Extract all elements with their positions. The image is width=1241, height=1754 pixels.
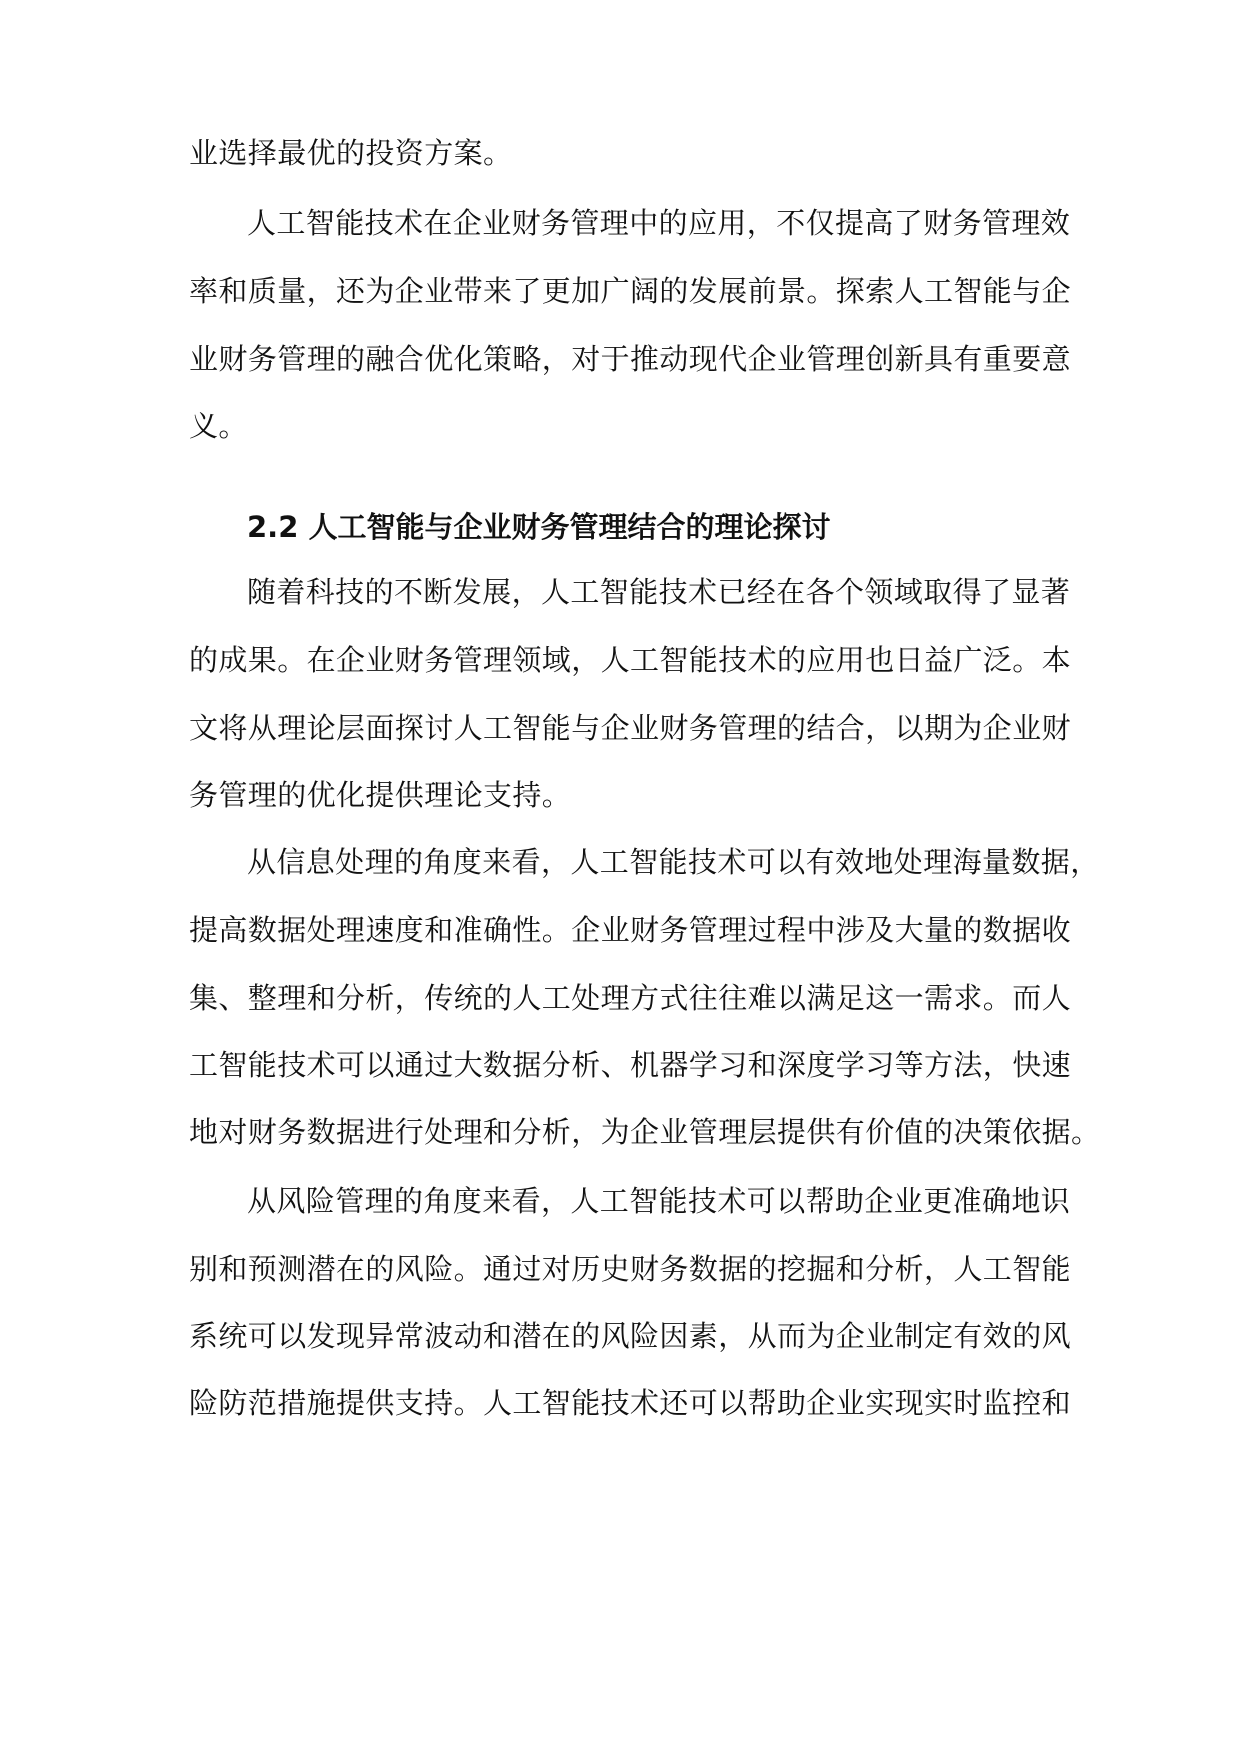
section-heading: 2.2 人工智能与企业财务管理结合的理论探讨 xyxy=(247,510,831,544)
paragraph-line: 系统可以发现异常波动和潜在的风险因素，从而为企业制定有效的风 xyxy=(189,1319,1072,1353)
paragraph-line: 业选择最优的投资方案。 xyxy=(189,136,513,170)
paragraph-line: 地对财务数据进行处理和分析，为企业管理层提供有价值的决策依据。 xyxy=(189,1115,1101,1149)
paragraph-line: 工智能技术可以通过大数据分析、机器学习和深度学习等方法，快速 xyxy=(189,1048,1072,1082)
paragraph-line: 务管理的优化提供理论支持。 xyxy=(189,778,572,812)
paragraph-line: 提高数据处理速度和准确性。企业财务管理过程中涉及大量的数据收 xyxy=(189,913,1072,947)
paragraph-line: 文将从理论层面探讨人工智能与企业财务管理的结合，以期为企业财 xyxy=(189,711,1072,745)
paragraph-line: 随着科技的不断发展，人工智能技术已经在各个领域取得了显著 xyxy=(247,575,1071,609)
paragraph-line: 从风险管理的角度来看，人工智能技术可以帮助企业更准确地识 xyxy=(247,1184,1071,1218)
paragraph-line: 集、整理和分析，传统的人工处理方式往往难以满足这一需求。而人 xyxy=(189,981,1072,1015)
paragraph-line: 别和预测潜在的风险。通过对历史财务数据的挖掘和分析，人工智能 xyxy=(189,1252,1072,1286)
paragraph-line: 业财务管理的融合优化策略，对于推动现代企业管理创新具有重要意 xyxy=(189,342,1072,376)
paragraph-line: 的成果。在企业财务管理领域，人工智能技术的应用也日益广泛。本 xyxy=(189,643,1072,677)
paragraph-line: 率和质量，还为企业带来了更加广阔的发展前景。探索人工智能与企 xyxy=(189,274,1072,308)
paragraph-line: 险防范措施提供支持。人工智能技术还可以帮助企业实现实时监控和 xyxy=(189,1386,1072,1420)
paragraph-line: 义。 xyxy=(189,409,248,443)
paragraph-line: 从信息处理的角度来看，人工智能技术可以有效地处理海量数据， xyxy=(247,845,1100,879)
paragraph-line: 人工智能技术在企业财务管理中的应用，不仅提高了财务管理效 xyxy=(247,206,1071,240)
